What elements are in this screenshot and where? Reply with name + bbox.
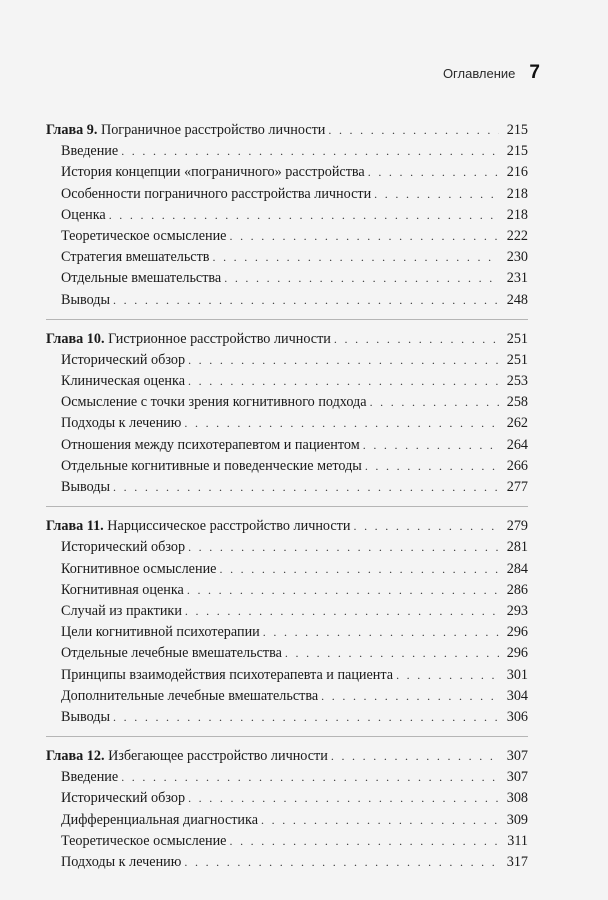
- toc-section-entry[interactable]: [46, 622, 528, 643]
- dot-leader: [396, 665, 499, 686]
- chapter-title: Гистрионное расстройство личности: [108, 330, 331, 347]
- chapter-label: Глава 10.: [46, 330, 105, 347]
- toc-section-entry[interactable]: [46, 707, 528, 728]
- section-page-number: 248: [506, 291, 528, 308]
- dot-leader: [121, 767, 499, 788]
- dot-leader: [334, 329, 499, 350]
- running-title: Оглавление: [442, 66, 516, 81]
- dot-leader: [121, 141, 499, 162]
- section-title: Теоретическое осмысление: [61, 832, 227, 849]
- chapter-title: Нарциссическое расстройство личности: [107, 518, 351, 535]
- toc-section-entry[interactable]: [46, 665, 528, 686]
- dot-leader: [224, 268, 499, 289]
- chapter-page-number: 215: [506, 122, 528, 138]
- section-page-number: 277: [506, 479, 528, 495]
- section-page-number: 311: [507, 832, 528, 849]
- chapter-heading: [46, 329, 331, 350]
- toc-section-entry[interactable]: [46, 141, 528, 162]
- section-title: Когнитивное осмысление: [61, 560, 217, 577]
- dot-leader: [109, 205, 499, 226]
- toc-chapter-entry[interactable]: [46, 516, 528, 537]
- section-page-number: 296: [506, 624, 528, 641]
- toc-section-entry[interactable]: [46, 247, 528, 268]
- section-title: Выводы: [61, 708, 111, 725]
- dot-leader: [185, 601, 499, 622]
- section-title: Дифференциальная диагностика: [61, 811, 259, 828]
- dot-leader: [188, 371, 499, 392]
- section-page-number: 266: [506, 457, 528, 474]
- section-title: Клиническая оценка: [61, 373, 186, 390]
- section-page-number: 304: [506, 687, 528, 704]
- section-title: Введение: [61, 143, 119, 160]
- section-title: Исторический обзор: [61, 539, 186, 556]
- dot-leader: [219, 559, 499, 580]
- section-page-number: 293: [506, 602, 528, 619]
- toc-section-entry[interactable]: [46, 184, 528, 205]
- section-title: Принципы взаимодействия психотерапевта и пациента: [61, 666, 394, 683]
- section-title: Особенности пограничного расстройства личности: [61, 185, 372, 202]
- chapter-block: [46, 736, 528, 873]
- section-title: Стратегия вмешательств: [61, 249, 210, 266]
- toc-section-entry[interactable]: [46, 350, 528, 371]
- section-title: Осмысление с точки зрения когнитивного подхода: [61, 394, 367, 411]
- section-title: Исторический обзор: [61, 790, 186, 807]
- toc-section-entry[interactable]: [46, 477, 528, 498]
- toc-section-entry[interactable]: [46, 392, 528, 413]
- toc-section-entry[interactable]: [46, 601, 528, 622]
- toc-section-entry[interactable]: [46, 580, 528, 601]
- chapter-block: [46, 506, 528, 728]
- dot-leader: [188, 788, 499, 809]
- toc-section-entry[interactable]: [46, 852, 528, 873]
- section-page-number: 253: [506, 373, 528, 390]
- dot-leader: [374, 184, 499, 205]
- dot-leader: [212, 247, 499, 268]
- section-page-number: 218: [506, 185, 528, 202]
- section-page-number: 264: [506, 436, 528, 453]
- section-page-number: 230: [506, 249, 528, 266]
- toc-section-entry[interactable]: [46, 456, 528, 477]
- page-number: 7: [529, 62, 540, 83]
- toc-section-entry[interactable]: [46, 788, 528, 809]
- toc-section-entry[interactable]: [46, 226, 528, 247]
- chapter-heading: [46, 120, 325, 141]
- chapter-label: Глава 12.: [46, 748, 105, 765]
- section-title: Подходы к лечению: [61, 415, 182, 432]
- section-title: Введение: [61, 769, 119, 786]
- dot-leader: [229, 226, 499, 247]
- section-page-number: 231: [506, 270, 528, 287]
- section-page-number: 218: [506, 206, 528, 223]
- table-of-contents: [46, 120, 528, 873]
- section-page-number: 216: [506, 164, 528, 181]
- section-page-number: 281: [506, 539, 528, 556]
- chapter-heading: [46, 746, 328, 767]
- section-page-number: 222: [506, 227, 528, 244]
- section-title: История концепции «пограничного» расстройства: [61, 164, 365, 181]
- toc-section-entry[interactable]: [46, 162, 528, 183]
- dot-leader: [321, 686, 499, 707]
- section-title: Исторический обзор: [61, 351, 186, 368]
- dot-leader: [261, 810, 499, 831]
- dot-leader: [363, 435, 499, 456]
- toc-section-entry[interactable]: [46, 268, 528, 289]
- toc-section-entry[interactable]: [46, 205, 528, 226]
- chapter-title: Пограничное расстройство личности: [100, 122, 326, 138]
- chapter-block: [46, 120, 528, 311]
- dot-leader: [368, 162, 499, 183]
- dot-leader: [113, 707, 499, 728]
- toc-section-entry[interactable]: [46, 537, 528, 558]
- section-page-number: 258: [506, 394, 528, 411]
- toc-section-entry[interactable]: [46, 290, 528, 311]
- section-title: Цели когнитивной психотерапии: [61, 624, 260, 641]
- chapter-page-number: 251: [506, 330, 528, 347]
- section-page-number: 309: [506, 811, 528, 828]
- chapter-label: Глава 9.: [46, 122, 98, 138]
- toc-section-entry[interactable]: [46, 643, 528, 664]
- dot-leader: [331, 746, 499, 767]
- section-page-number: 215: [506, 143, 528, 160]
- chapter-label: Глава 11.: [46, 518, 104, 535]
- toc-section-entry[interactable]: [46, 371, 528, 392]
- section-page-number: 308: [506, 790, 528, 807]
- toc-section-entry[interactable]: [46, 831, 528, 852]
- section-title: Отдельные вмешательства: [61, 270, 222, 287]
- section-title: Отдельные лечебные вмешательства: [61, 645, 282, 662]
- section-title: Подходы к лечению: [61, 854, 182, 870]
- toc-section-entry[interactable]: [46, 686, 528, 707]
- toc-section-entry[interactable]: [46, 435, 528, 456]
- section-page-number: 307: [506, 769, 528, 786]
- section-page-number: 284: [506, 560, 528, 577]
- dot-leader: [184, 852, 499, 873]
- section-title: Выводы: [61, 291, 111, 308]
- section-page-number: 296: [506, 645, 528, 662]
- section-title: Дополнительные лечебные вмешательства: [61, 687, 319, 704]
- dot-leader: [353, 516, 499, 537]
- section-page-number: 317: [506, 854, 528, 870]
- section-page-number: 251: [506, 351, 528, 368]
- dot-leader: [365, 456, 499, 477]
- dot-leader: [370, 392, 499, 413]
- section-title: Оценка: [61, 206, 106, 223]
- dot-leader: [229, 831, 499, 852]
- section-title: Отношения между психотерапевтом и пациентом: [61, 436, 360, 453]
- toc-chapter-entry[interactable]: [46, 329, 528, 350]
- section-title: Отдельные когнитивные и поведенческие методы: [61, 457, 362, 474]
- dot-leader: [187, 580, 499, 601]
- running-header: [443, 62, 540, 84]
- toc-chapter-entry[interactable]: [46, 746, 528, 767]
- section-page-number: 286: [506, 581, 528, 598]
- toc-section-entry[interactable]: [46, 559, 528, 580]
- dot-leader: [188, 537, 499, 558]
- chapter-page-number: 307: [506, 748, 528, 765]
- dot-leader: [184, 413, 499, 434]
- section-page-number: 301: [506, 666, 528, 683]
- dot-leader: [113, 290, 499, 311]
- dot-leader: [285, 643, 499, 664]
- section-title: Выводы: [61, 479, 111, 495]
- section-page-number: 306: [506, 708, 528, 725]
- toc-section-entry[interactable]: [46, 767, 528, 788]
- chapter-heading: [46, 516, 350, 537]
- toc-section-entry[interactable]: [46, 810, 528, 831]
- section-title: Случай из практики: [61, 602, 182, 619]
- toc-chapter-entry[interactable]: [46, 120, 528, 141]
- dot-leader: [263, 622, 499, 643]
- section-title: Теоретическое осмысление: [61, 227, 227, 244]
- dot-leader: [328, 120, 499, 141]
- section-title: Когнитивная оценка: [61, 581, 184, 598]
- section-page-number: 262: [506, 415, 528, 432]
- chapter-block: [46, 319, 528, 499]
- chapter-title: Избегающее расстройство личности: [108, 748, 328, 765]
- chapter-page-number: 279: [506, 518, 528, 535]
- dot-leader: [113, 477, 499, 498]
- dot-leader: [188, 350, 499, 371]
- toc-section-entry[interactable]: [46, 413, 528, 434]
